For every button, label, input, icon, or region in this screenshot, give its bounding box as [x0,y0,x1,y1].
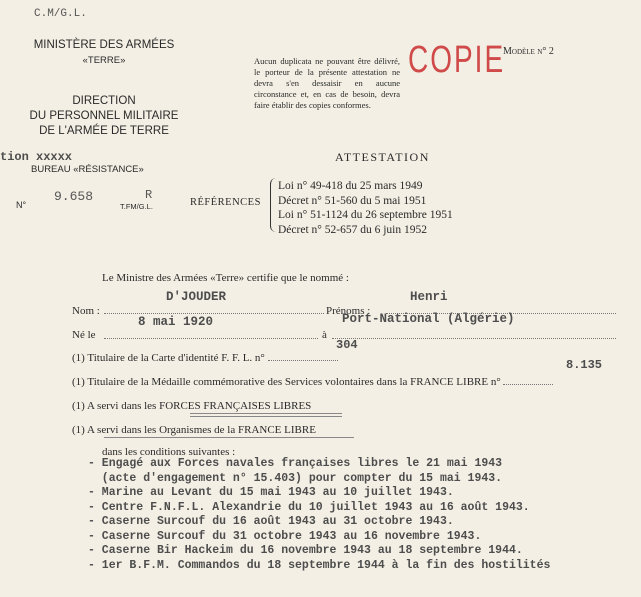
number-label: N° [16,200,27,210]
reference-item: Loi n° 51-1124 du 26 septembre 1951 [278,209,453,221]
service-line: - Centre F.N.F.L. Alexandrie du 10 juillet 1943 au 16 août 1943. [88,500,530,514]
medal-number: 8.135 [566,358,603,372]
nom-label: Nom : [72,305,100,317]
direction-line-2: DU PERSONNEL MILITAIRE [29,110,179,122]
service-line: - Caserne Bir Hackeim du 16 novembre 1943 au 18 septembre 1944. [88,544,523,557]
ministry-block [20,38,188,68]
date-dotted-line [104,328,318,339]
bureau-label: BUREAU «RÉSISTANCE» [31,164,144,175]
ffl-card-number: 304 [336,338,358,352]
direction-line-1: DIRECTION [72,95,136,107]
declaration-ffl-forces: (1) A servi dans les FORCES FRANÇAISES LIBRES [72,400,312,412]
birth-date: 8 mai 1920 [138,315,214,329]
duplicate-notice: Aucun duplicata ne pouvant être délivré, le porteur de la présente attestation ne devra s'en dessaisir en aucune circonstance et, en cas de besoin, devra faire établir des copies conformes. [254,56,400,110]
service-line: - Caserne Surcouf du 31 octobre 1943 au 16 novembre 1943. [88,529,482,543]
references-list [278,179,453,237]
strike-underline [104,437,354,439]
attestation-number: 9.658 [54,189,94,204]
service-line: (acte d'engagement n° 15.403) pour compter du 15 mai 1943. [88,471,503,485]
ministry-subtitle: «TERRE» [82,55,126,66]
references-label: RÉFÉRENCES [190,197,261,208]
strike-underline [190,413,342,417]
declaration-ffl-card [72,352,338,364]
declaration-text: (1) Titulaire de la Médaille commémorative des Services volontaires dans la FRANCE LIBRE n° [72,376,501,388]
r-letter: R [145,188,153,202]
certification-intro: Le Ministre des Armées «Terre» certifie que le nommé : [102,272,349,284]
document-code: C.M/G.L. [34,8,87,20]
service-line: - Marine au Levant du 15 mai 1943 au 10 juillet 1943. [88,486,454,499]
reference-item: Décret n° 51-560 du 5 mai 1951 [278,194,427,207]
place-dotted-line [332,328,616,339]
birth-place: Port-National (Algérie) [342,312,515,326]
prenoms-label: Prénoms : [326,305,371,317]
service-line: - Engagé aux Forces navales françaises libres le 21 mai 1943 [88,457,503,470]
page-title: ATTESTATION [335,150,430,164]
service-code: T.FM/G.L. [120,202,153,211]
prenoms-value: Henri [410,290,448,304]
declaration-medal [72,376,553,388]
dotted-line [268,352,338,361]
copie-stamp: COPIE [408,38,506,80]
conditions-label: dans les conditions suivantes : [102,446,236,458]
model-number: Modèle n° 2 [503,46,554,57]
direction-line-3: DE L'ARMÉE DE TERRE [39,125,169,137]
service-line: - 1er B.F.M. Commandos du 18 septembre 1944 à la fin des hostilités [88,558,551,572]
direction-block [12,94,196,139]
section-typed: tion xxxxx [0,150,73,164]
dotted-line [503,376,553,385]
service-history [88,457,550,573]
reference-item: Décret n° 52-657 du 6 juin 1952 [278,223,427,236]
declaration-text: (1) Titulaire de la Carte d'identité F. F. L. n° [72,352,265,364]
reference-item: Loi n° 49-418 du 25 mars 1949 [278,180,423,192]
declaration-ffl-organisms: (1) A servi dans les Organismes de la FRANCE LIBRE [72,424,316,436]
nom-value: D'JOUDER [166,290,227,304]
ne-le-label: Né le [72,329,96,341]
a-label: à [322,329,327,341]
ministry-title: MINISTÈRE DES ARMÉES [33,39,175,51]
service-line: - Caserne Surcouf du 16 août 1943 au 31 octobre 1943. [88,515,454,528]
nom-dotted-line [104,303,324,314]
